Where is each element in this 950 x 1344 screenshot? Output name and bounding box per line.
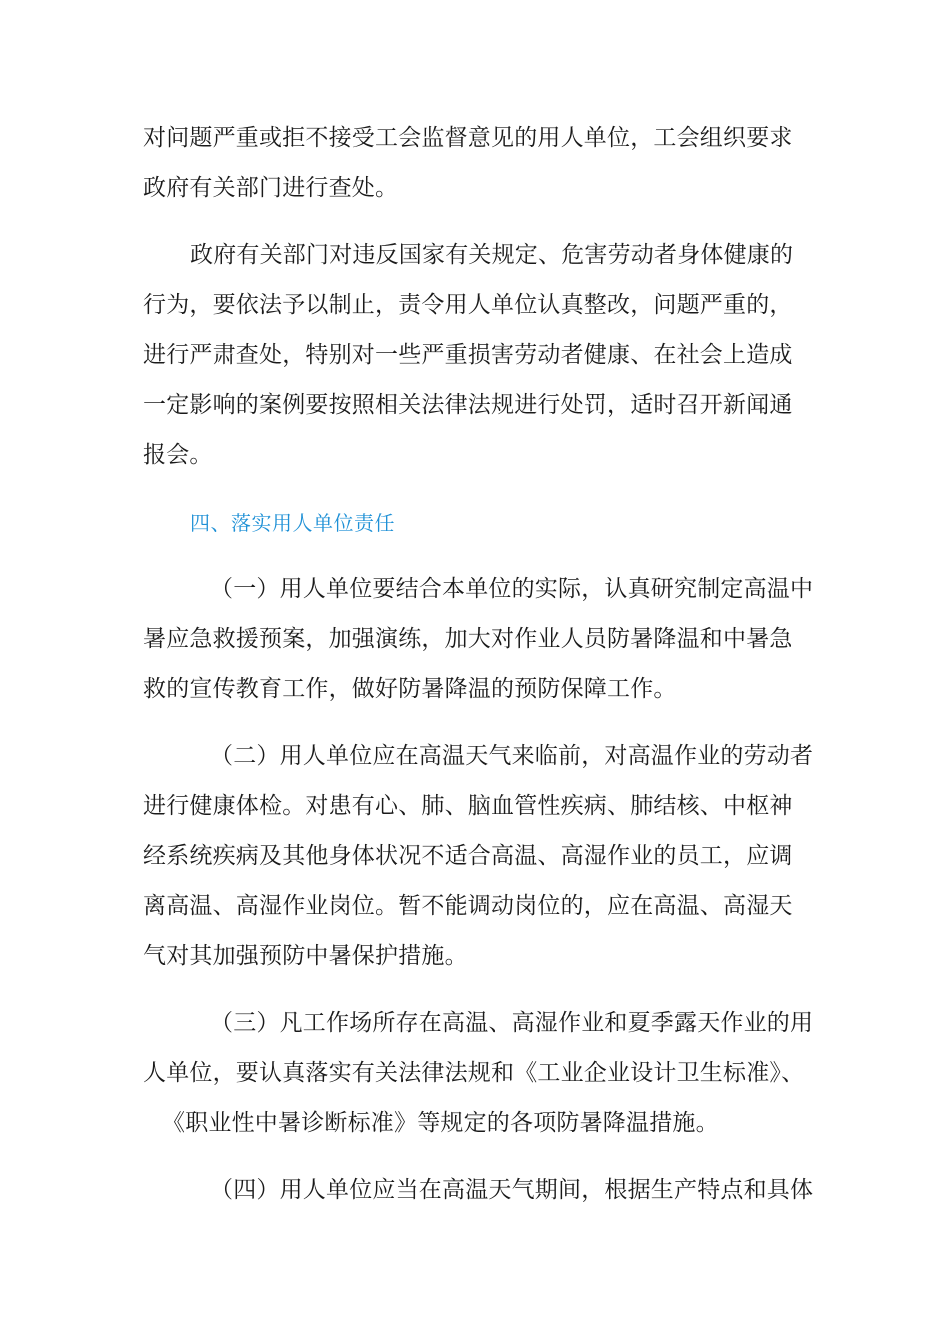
paragraph-line: 政府有关部门对违反国家有关规定、危害劳动者身体健康的 [190, 242, 794, 268]
paragraph-line: 进行健康体检。对患有心、肺、脑血管性疾病、肺结核、中枢神 [143, 793, 793, 819]
paragraph-line: 暑应急救援预案，加强演练，加大对作业人员防暑降温和中暑急 [143, 626, 793, 652]
paragraph-line: 气对其加强预防中暑保护措施。 [143, 943, 468, 969]
paragraph-line: （二）用人单位应在高温天气来临前，对高温作业的劳动者 [210, 743, 814, 769]
paragraph-line: 政府有关部门进行查处。 [143, 175, 399, 201]
paragraph-line: 报会。 [143, 442, 213, 468]
paragraph-line: 经系统疾病及其他身体状况不适合高温、高湿作业的员工，应调 [143, 843, 793, 869]
paragraph-line: （一）用人单位要结合本单位的实际，认真研究制定高温中 [210, 576, 814, 602]
paragraph-line: 进行严肃查处，特别对一些严重损害劳动者健康、在社会上造成 [143, 342, 793, 368]
paragraph-line: 《职业性中暑诊断标准》等规定的各项防暑降温措施。 [162, 1110, 719, 1136]
paragraph-line: 救的宣传教育工作，做好防暑降温的预防保障工作。 [143, 676, 677, 702]
section-heading: 四、落实用人单位责任 [190, 511, 395, 535]
paragraph-line: 人单位，要认真落实有关法律法规和《工业企业设计卫生标准》、 [143, 1060, 805, 1086]
paragraph-line: 离高温、高湿作业岗位。暂不能调动岗位的，应在高温、高湿天 [143, 893, 793, 919]
paragraph-line: 行为，要依法予以制止，责令用人单位认真整改，问题严重的， [143, 292, 793, 318]
paragraph-line: 一定影响的案例要按照相关法律法规进行处罚，适时召开新闻通 [143, 392, 793, 418]
paragraph-line: （三）凡工作场所存在高温、高湿作业和夏季露天作业的用 [210, 1010, 814, 1036]
paragraph-line: 对问题严重或拒不接受工会监督意见的用人单位，工会组织要求 [143, 125, 793, 151]
paragraph-line: （四）用人单位应当在高温天气期间，根据生产特点和具体 [210, 1177, 814, 1203]
